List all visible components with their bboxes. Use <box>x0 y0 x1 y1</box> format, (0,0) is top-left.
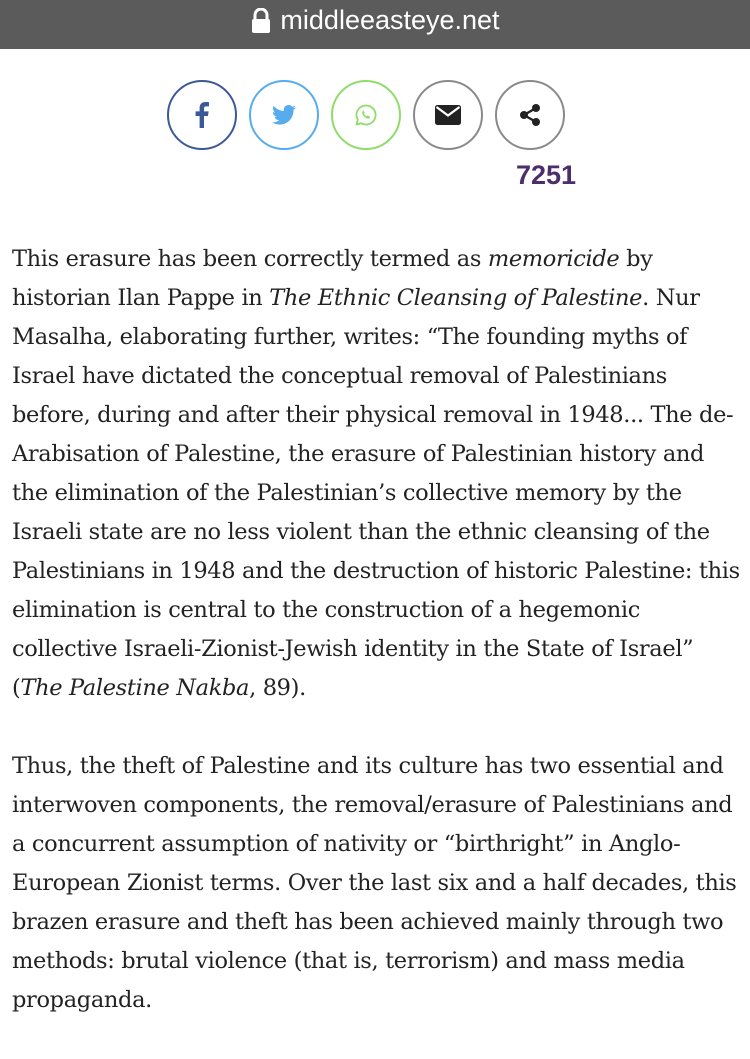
italic-term: memoricide <box>487 246 620 272</box>
envelope-icon <box>435 105 461 125</box>
paragraph-text: This erasure has been correctly termed as <box>12 246 488 272</box>
more-share-button[interactable] <box>495 80 565 150</box>
share-buttons <box>167 80 565 150</box>
paragraph-text: . Nur Masalha, elaborating further, writes: “The founding myths of Israel have dictated the conceptual removal of Palestinians before, during and after their physical removal in 1948... The de-Arabisation of Palestine, the erasure of Palestinian history and the elimination of the Palestinian’s collective memory by the Israeli state are no less violent than the ethnic cleansing of the Palestinians in 1948 and the destruction of historic Palestine: this elimination is central to the construction of a hegemonic collective Israeli-Zionist-Jewish identity in the State of Israel” ( <box>12 285 740 701</box>
book-title: The Ethnic Cleansing of Palestine <box>269 285 643 311</box>
twitter-share-button[interactable] <box>249 80 319 150</box>
whatsapp-share-button[interactable] <box>331 80 401 150</box>
book-title: The Palestine Nakba <box>20 675 250 701</box>
lock-icon <box>250 8 272 34</box>
address-bar[interactable] <box>0 0 750 49</box>
url-text: middleeasteye.net <box>280 5 500 35</box>
whatsapp-icon <box>354 103 378 127</box>
article-paragraph-1 <box>12 240 742 708</box>
article-body <box>12 240 742 1059</box>
article-paragraph-2: Thus, the theft of Palestine and its culture has two essential and interwoven components, the removal/erasure of Palestinians and a concurrent assumption of nativity or “birthright” in Anglo-European Zionist terms. Over the last six and a half decades, this brazen erasure and theft has been achieved mainly through two methods: brutal violence (that is, terrorism) and mass media propaganda. <box>12 753 737 1013</box>
share-count: 7251 <box>515 160 577 190</box>
paragraph-text: by historian Ilan Pappe in <box>12 246 653 311</box>
email-share-button[interactable] <box>413 80 483 150</box>
facebook-icon <box>195 102 209 128</box>
share-icon <box>518 103 542 127</box>
paragraph-text: , 89). <box>249 675 306 701</box>
address-bar-content[interactable] <box>250 5 499 36</box>
facebook-share-button[interactable] <box>167 80 237 150</box>
twitter-icon <box>272 105 296 125</box>
